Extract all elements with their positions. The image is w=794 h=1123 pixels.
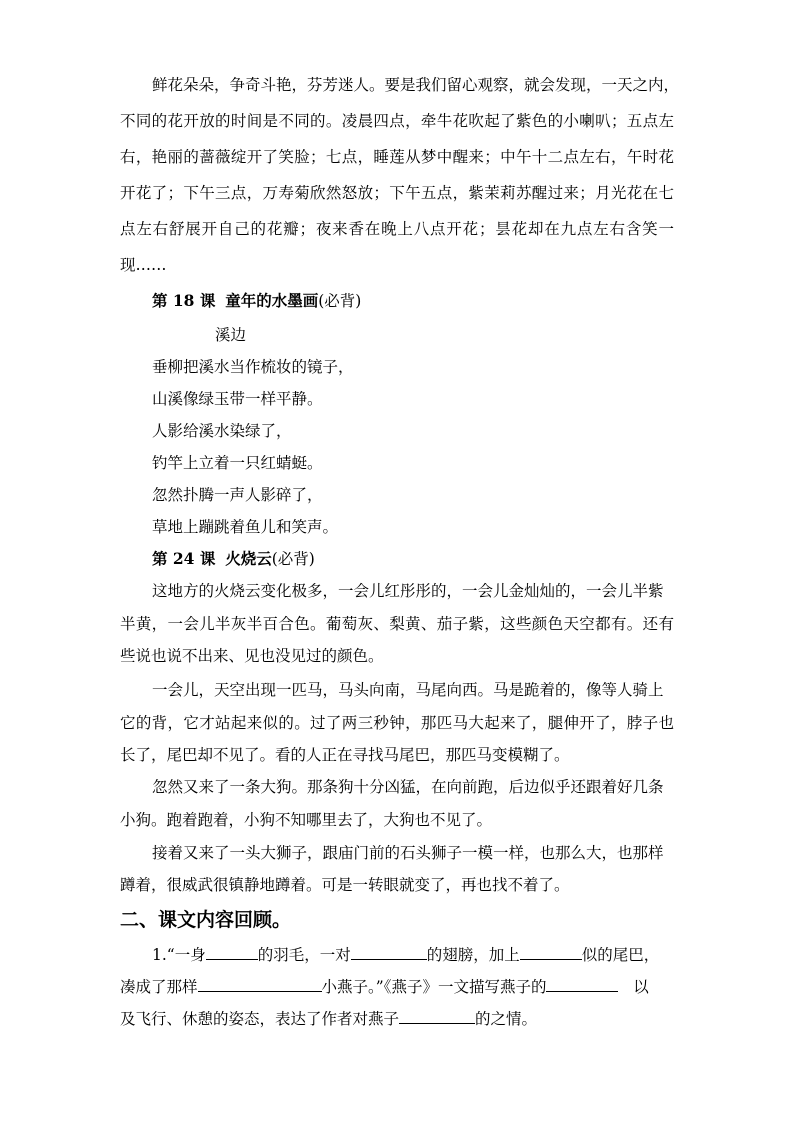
question-text: 小燕子。”《燕子》一文描写燕子的 bbox=[321, 978, 547, 996]
question-line bbox=[120, 975, 674, 997]
paragraph-line: 现…… bbox=[120, 256, 167, 274]
question-text: 凑成了那样 bbox=[120, 978, 198, 996]
poem-line: 垂柳把溪水当作梳妆的镜子， bbox=[152, 358, 354, 376]
answer-blank[interactable] bbox=[399, 1007, 475, 1024]
lesson-note: (必背) bbox=[271, 550, 315, 568]
paragraph-line: 蹲着，很威武很镇静地蹲着。可是一转眼就变了，再也找不着了。 bbox=[120, 876, 570, 894]
question-line bbox=[120, 1007, 674, 1029]
paragraph-line: 忽然又来了一条大狗。那条狗十分凶猛，在向前跑，后边似乎还跟着好几条 bbox=[152, 778, 664, 796]
paragraph-line: 不同的花开放的时间是不同的。凌晨四点，牵牛花吹起了紫色的小喇叭；五点左 bbox=[120, 112, 674, 130]
paragraph-line: 这地方的火烧云变化极多，一会儿红彤彤的，一会儿金灿灿的，一会儿半紫 bbox=[152, 582, 664, 600]
poem-title: 溪边 bbox=[215, 326, 247, 344]
lesson-number: 第 18 课 bbox=[152, 291, 216, 310]
paragraph-line: 它的背，它才站起来似的。过了两三秒钟，那匹马大起来了，腿伸开了，脖子也 bbox=[120, 714, 674, 732]
question-text: 似的尾巴， bbox=[581, 946, 660, 964]
question-line bbox=[152, 943, 659, 965]
paragraph-line: 点左右舒展开自己的花瓣；夜来香在晚上八点开花；昙花却在九点左右含笑一 bbox=[120, 220, 674, 238]
section-heading: 二、课文内容回顾。 bbox=[120, 909, 292, 931]
question-text: 的之情。 bbox=[475, 1010, 538, 1028]
paragraph-line: 长了，尾巴却不见了。看的人正在寻找马尾巴，那匹马变模糊了。 bbox=[120, 746, 570, 764]
lesson-number: 第 24 课 bbox=[152, 549, 216, 568]
lesson-18-heading bbox=[152, 291, 361, 311]
answer-blank[interactable] bbox=[520, 943, 582, 960]
answer-blank[interactable] bbox=[351, 943, 427, 960]
answer-blank[interactable] bbox=[198, 975, 322, 992]
poem-line: 山溪像绿玉带一样平静。 bbox=[152, 390, 323, 408]
poem-line: 钓竿上立着一只红蜻蜓。 bbox=[152, 454, 323, 472]
question-text: 的翅膀，加上 bbox=[426, 946, 520, 964]
paragraph-line: 开花了；下午三点，万寿菊欣然怒放；下午五点，紫茉莉苏醒过来；月光花在七 bbox=[120, 184, 674, 202]
question-text: 以 bbox=[633, 978, 649, 996]
poem-line: 人影给溪水染绿了， bbox=[152, 422, 292, 440]
paragraph-line: 接着又来了一头大狮子，跟庙门前的石头狮子一模一样，也那么大，也那样 bbox=[152, 844, 664, 862]
lesson-title: 火烧云 bbox=[225, 549, 272, 568]
lesson-24-heading bbox=[152, 549, 315, 569]
poem-line: 草地上蹦跳着鱼儿和笑声。 bbox=[152, 518, 339, 536]
lesson-title: 童年的水墨画 bbox=[225, 291, 319, 310]
answer-blank[interactable] bbox=[546, 975, 618, 992]
question-text: 1.“一身 bbox=[152, 946, 206, 964]
paragraph-line: 一会儿，天空出现一匹马，马头向南，马尾向西。马是跪着的，像等人骑上 bbox=[152, 681, 664, 699]
poem-line: 忽然扑腾一声人影碎了， bbox=[152, 486, 323, 504]
paragraph-line: 小狗。跑着跑着，小狗不知哪里去了，大狗也不见了。 bbox=[120, 811, 493, 829]
answer-blank[interactable] bbox=[206, 943, 258, 960]
paragraph-line: 鲜花朵朵，争奇斗艳，芬芳迷人。要是我们留心观察，就会发现，一天之内， bbox=[152, 76, 680, 94]
paragraph-line: 些说也说不出来、见也没见过的颜色。 bbox=[120, 647, 384, 665]
paragraph-line: 右，艳丽的蔷薇绽开了笑脸；七点，睡莲从梦中醒来；中午十二点左右，午时花 bbox=[120, 148, 674, 166]
question-text: 及飞行、休憩的姿态，表达了作者对燕子 bbox=[120, 1010, 400, 1028]
question-text: 的羽毛，一对 bbox=[257, 946, 351, 964]
lesson-note: (必背) bbox=[318, 292, 362, 310]
paragraph-line: 半黄，一会儿半灰半百合色。葡萄灰、梨黄、茄子紫，这些颜色天空都有。还有 bbox=[120, 615, 674, 633]
